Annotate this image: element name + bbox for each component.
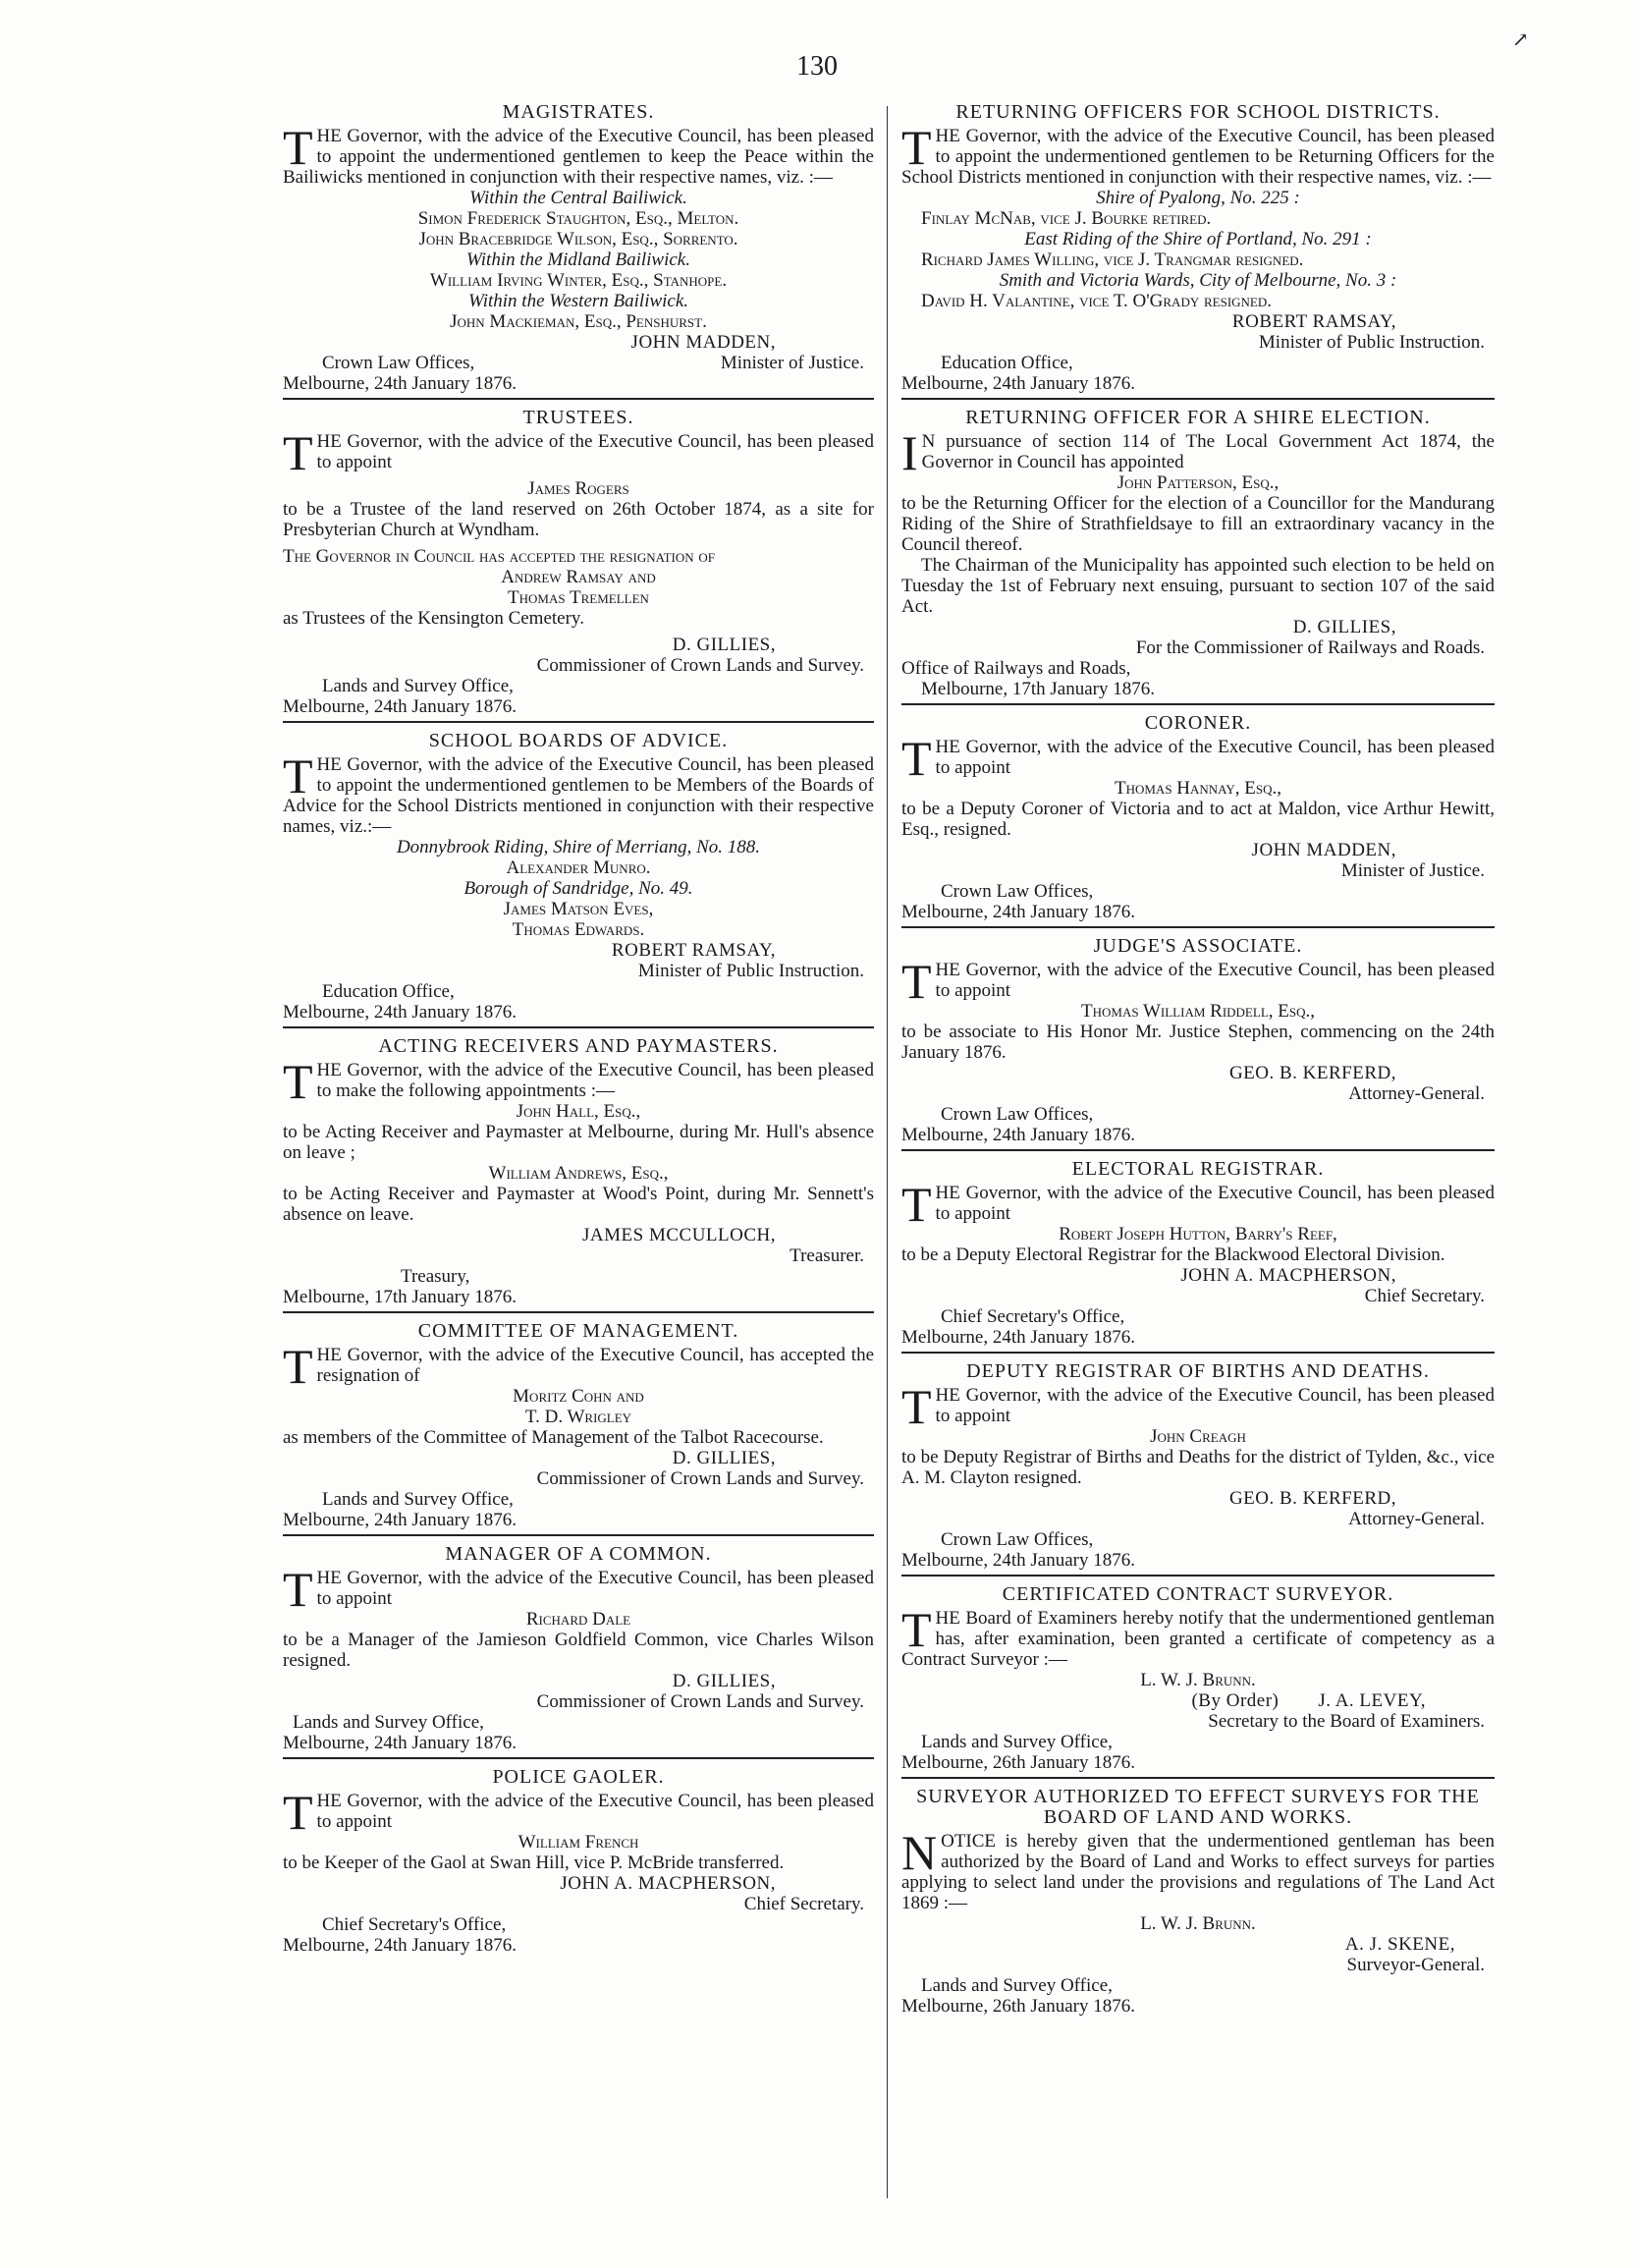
issue-date: Melbourne, 24th January 1876. [283, 696, 517, 717]
district-title: Borough of Sandridge, No. 49. [463, 878, 693, 899]
appointee-name: James Matson Eves, [503, 899, 654, 919]
signer-title: Commissioner of Crown Lands and Survey. [536, 1691, 864, 1712]
notice-text: The Chairman of the Municipality has appointed such election to be held on Tuesday the 1st of February next ensuing, pursuant to section 107 of the said Act. [901, 555, 1495, 617]
bailiwick-title: Within the Central Bailiwick. [469, 188, 687, 208]
issuing-office: Lands and Survey Office, [921, 1732, 1113, 1752]
notice-intro: HE Board of Examiners hereby notify that the undermentioned gentleman has, after examination, been granted a certificate of competency as a Contract Surveyor :— [901, 1608, 1495, 1670]
signer-name: GEO. B. KERFERD, [1228, 1488, 1396, 1509]
notice-heading: RETURNING OFFICERS FOR SCHOOL DISTRICTS. [955, 101, 1441, 123]
by-order: (By Order) [1191, 1690, 1280, 1711]
notice-heading: MANAGER OF A COMMON. [445, 1543, 712, 1565]
issue-date: Melbourne, 26th January 1876. [901, 1752, 1135, 1773]
issue-date: Melbourne, 24th January 1876. [901, 1550, 1135, 1571]
notice-electoral-registrar [901, 1159, 1495, 1354]
appointee-name: William French [517, 1832, 639, 1853]
notice-intro: HE Governor, with the advice of the Executive Council, has been pleased to appoint [316, 1791, 874, 1832]
notice-text: to be Acting Receiver and Paymaster at Wood's Point, during Mr. Sennett's absence on leave. [283, 1184, 874, 1225]
notice-returning-officers-school [901, 102, 1495, 400]
notice-text: to be associate to His Honor Mr. Justice Stephen, commencing on the 24th January 1876. [901, 1022, 1495, 1063]
signer-name: JOHN MADDEN, [630, 332, 776, 353]
notice-heading: RETURNING OFFICER FOR A SHIRE ELECTION. [965, 407, 1431, 428]
appointee-name: David H. Valantine, vice T. O'Grady resigned. [921, 291, 1273, 311]
notice-text: The Governor in Council has accepted the resignation of [283, 546, 715, 567]
issue-date: Melbourne, 24th January 1876. [901, 373, 1135, 394]
notice-text: to be a Manager of the Jamieson Goldfield Common, vice Charles Wilson resigned. [283, 1630, 874, 1671]
drop-cap: T [283, 1785, 313, 1840]
notice-heading: MAGISTRATES. [502, 101, 655, 123]
appointee-name: Richard James Willing, vice J. Trangmar resigned. [921, 249, 1304, 270]
issuing-office: Lands and Survey Office, [921, 1975, 1113, 1996]
appointee-name: Thomas William Riddell, Esq., [1081, 1001, 1315, 1022]
drop-cap: T [901, 120, 932, 175]
signer-title: Minister of Public Instruction. [637, 961, 864, 981]
notice-text: to be the Returning Officer for the election of a Councillor for the Mandurang Riding of the Shire of Strathfieldsaye to fill an extraordinary vacancy in the Council thereof. [901, 493, 1495, 555]
notice-intro: HE Governor, with the advice of the Executive Council, has been pleased to make the following appointments :— [316, 1060, 874, 1101]
signer-title: For the Commissioner of Railways and Roads. [1135, 637, 1485, 658]
signer-title: Minister of Public Instruction. [1258, 332, 1485, 353]
signer-title: Minister of Justice. [720, 353, 864, 373]
issuing-office: Treasury, [401, 1266, 470, 1287]
column-rule [887, 106, 888, 2198]
notice-heading: JUDGE'S ASSOCIATE. [1093, 935, 1303, 957]
issue-date: Melbourne, 24th January 1876. [283, 1935, 517, 1956]
notice-text: to be Acting Receiver and Paymaster at Melbourne, during Mr. Hull's absence on leave ; [283, 1122, 874, 1163]
signer-title: Minister of Justice. [1340, 860, 1485, 881]
drop-cap: T [901, 1177, 932, 1232]
notice-heading: DEPUTY REGISTRAR OF BIRTHS AND DEATHS. [966, 1360, 1430, 1382]
notice-text: as Trustees of the Kensington Cemetery. [283, 608, 584, 629]
notice-heading: TRUSTEES. [522, 407, 634, 428]
appointee-name: John Bracebridge Wilson, Esq., Sorrento. [418, 229, 738, 249]
signer-title: Secretary to the Board of Examiners. [1208, 1711, 1485, 1732]
signer-title: Surveyor-General. [1346, 1955, 1485, 1975]
drop-cap: T [283, 1339, 313, 1394]
notice-judges-associate [901, 936, 1495, 1151]
appointee-name: John Patterson, Esq., [1117, 472, 1280, 493]
drop-cap: T [283, 1562, 313, 1617]
issue-date: Melbourne, 17th January 1876. [283, 1287, 517, 1307]
drop-cap: T [901, 1602, 932, 1657]
notice-intro: HE Governor, with the advice of the Executive Council, has accepted the resignation of [316, 1345, 874, 1386]
appointee-name: Thomas Tremellen [508, 587, 649, 608]
notice-acting-receivers [283, 1036, 874, 1313]
issue-date: Melbourne, 24th January 1876. [283, 1733, 517, 1753]
notice-heading: ELECTORAL REGISTRAR. [1071, 1158, 1325, 1180]
issue-date: Melbourne, 24th January 1876. [283, 373, 517, 394]
signer-name: JOHN MADDEN, [1251, 840, 1396, 860]
notice-intro: HE Governor, with the advice of the Executive Council, has been pleased to appoint [935, 1385, 1495, 1426]
notice-heading: POLICE GAOLER. [492, 1766, 665, 1788]
appointee-name: L. W. J. Brunn. [1140, 1670, 1256, 1690]
notice-intro: HE Governor, with the advice of the Executive Council, has been pleased to appoint [935, 737, 1495, 778]
notice-heading: SURVEYOR AUTHORIZED TO EFFECT SURVEYS FOR THE BOARD OF LAND AND WORKS. [916, 1786, 1480, 1828]
left-column [283, 98, 874, 1960]
bailiwick-title: Within the Western Bailiwick. [467, 291, 689, 311]
page-number: 130 [796, 51, 838, 82]
appointee-name: T. D. Wrigley [524, 1407, 632, 1427]
appointee-name: William Irving Winter, Esq., Stanhope. [429, 270, 728, 291]
signer-title: Commissioner of Crown Lands and Survey. [536, 655, 864, 676]
district-title: Smith and Victoria Wards, City of Melbourne, No. 3 : [999, 270, 1397, 291]
signer-name: JOHN A. MACPHERSON, [560, 1873, 776, 1894]
signer-name: D. GILLIES, [672, 635, 776, 655]
appointee-name: John Creagh [1150, 1426, 1246, 1447]
appointee-name: Alexander Munro. [506, 857, 651, 878]
drop-cap: T [283, 748, 313, 803]
notice-heading: COMMITTEE OF MANAGEMENT. [417, 1320, 739, 1342]
issuing-office: Crown Law Offices, [941, 1104, 1094, 1125]
notice-intro: HE Governor, with the advice of the Executive Council, has been pleased to appoint the undermentioned gentlemen to keep the Peace within the Bailiwicks mentioned in conjunction with their respective names, viz. :— [283, 126, 874, 188]
notice-text: to be a Deputy Coroner of Victoria and to act at Maldon, vice Arthur Hewitt, Esq., resigned. [901, 799, 1495, 840]
notice-heading: CORONER. [1144, 712, 1252, 734]
signer-title: Attorney-General. [1348, 1083, 1485, 1104]
appointee-name: Simon Frederick Staughton, Esq., Melton. [417, 208, 739, 229]
corner-mark: ↗ [1512, 29, 1529, 51]
notice-returning-officer-shire [901, 408, 1495, 705]
appointee-name: Thomas Edwards. [512, 919, 645, 940]
signer-name: D. GILLIES, [672, 1448, 776, 1468]
issuing-office: Lands and Survey Office, [322, 1489, 514, 1510]
appointee-name: Robert Joseph Hutton, Barry's Reef, [1059, 1224, 1337, 1245]
bailiwick-title: Within the Midland Bailiwick. [466, 249, 690, 270]
notice-text: to be a Deputy Electoral Registrar for the Blackwood Electoral Division. [901, 1245, 1445, 1265]
right-column [901, 98, 1495, 2020]
notice-heading: ACTING RECEIVERS AND PAYMASTERS. [378, 1035, 779, 1057]
notice-intro: HE Governor, with the advice of the Executive Council, has been pleased to appoint the undermentioned gentlemen to be Returning Officers for the School Districts mentioned in conjunction with their respective names, viz. :— [901, 126, 1495, 188]
appointee-name: Richard Dale [525, 1609, 631, 1630]
issuing-office: Lands and Survey Office, [322, 676, 514, 696]
issue-date: Melbourne, 17th January 1876. [921, 679, 1155, 699]
signer-name: D. GILLIES, [672, 1671, 776, 1691]
notice-committee [283, 1321, 874, 1536]
notice-text: as members of the Committee of Management of the Talbot Racecourse. [283, 1427, 824, 1448]
drop-cap: T [901, 731, 932, 786]
notice-text: to be Deputy Registrar of Births and Deaths for the district of Tylden, &c., vice A. M. Clayton resigned. [901, 1447, 1495, 1488]
notice-surveyor-authorized [901, 1787, 1495, 2020]
notice-magistrates [283, 102, 874, 400]
notice-text: to be Keeper of the Gaol at Swan Hill, vice P. McBride transferred. [283, 1853, 785, 1873]
issuing-office: Chief Secretary's Office, [322, 1914, 507, 1935]
notice-coroner [901, 713, 1495, 928]
signer-title: Commissioner of Crown Lands and Survey. [536, 1468, 864, 1489]
signer-name: A. J. SKENE, [1344, 1934, 1455, 1955]
appointee-name: Andrew Ramsay and [501, 567, 656, 587]
drop-cap: T [901, 1379, 932, 1434]
signer-name: JAMES MCCULLOCH, [582, 1225, 776, 1245]
signer-title: Attorney-General. [1348, 1509, 1485, 1529]
drop-cap: T [901, 954, 932, 1009]
drop-cap: T [283, 120, 313, 175]
notice-manager-common [283, 1544, 874, 1759]
signer-name: ROBERT RAMSAY, [611, 940, 776, 961]
issuing-office: Crown Law Offices, [941, 881, 1094, 902]
district-title: East Riding of the Shire of Portland, No. 291 : [1024, 229, 1372, 249]
district-title: Shire of Pyalong, No. 225 : [1096, 188, 1300, 208]
notice-intro: OTICE is hereby given that the undermentioned gentleman has been authorized by the Board of Land and Works to effect surveys for parties applying to select land under the provisions and regulations of The Land Act 1869 :— [901, 1831, 1495, 1913]
issuing-office: Chief Secretary's Office, [941, 1306, 1125, 1327]
appointee-name: John Mackieman, Esq., Penshurst. [450, 311, 707, 332]
notice-heading: SCHOOL BOARDS OF ADVICE. [428, 730, 729, 751]
notice-trustees [283, 408, 874, 723]
issuing-office: Lands and Survey Office, [293, 1712, 484, 1733]
issue-date: Melbourne, 24th January 1876. [283, 1510, 517, 1530]
notice-intro: HE Governor, with the advice of the Executive Council, has been pleased to appoint [316, 1568, 874, 1609]
notice-text: to be a Trustee of the land reserved on 26th October 1874, as a site for Presbyterian Church at Wyndham. [283, 499, 874, 540]
appointee-name: John Hall, Esq., [516, 1101, 641, 1122]
notice-deputy-registrar [901, 1361, 1495, 1577]
appointee-name: Thomas Hannay, Esq., [1114, 778, 1281, 799]
drop-cap: I [901, 425, 918, 480]
issuing-office: Crown Law Offices, [941, 1529, 1094, 1550]
issuing-office: Office of Railways and Roads, [901, 658, 1131, 679]
notice-intro: HE Governor, with the advice of the Executive Council, has been pleased to appoint [316, 431, 874, 472]
appointee-name: L. W. J. Brunn. [1140, 1913, 1256, 1934]
notice-heading: CERTIFICATED CONTRACT SURVEYOR. [1002, 1583, 1394, 1605]
signer-name: ROBERT RAMSAY, [1231, 311, 1396, 332]
drop-cap: T [283, 1054, 313, 1109]
issue-date: Melbourne, 24th January 1876. [283, 1002, 517, 1023]
signer-name: D. GILLIES, [1292, 617, 1396, 637]
issue-date: Melbourne, 24th January 1876. [901, 1327, 1135, 1348]
district-title: Donnybrook Riding, Shire of Merriang, No. 188. [396, 837, 761, 857]
appointee-name: William Andrews, Esq., [488, 1163, 669, 1184]
notice-intro: HE Governor, with the advice of the Executive Council, has been pleased to appoint the undermentioned gentlemen to be Members of the Boards of Advice for the School Districts mentioned in conjunction with their respective names, viz.:— [283, 754, 874, 837]
notice-intro: HE Governor, with the advice of the Executive Council, has been pleased to appoint [935, 1183, 1495, 1224]
appointee-name: James Rogers [527, 478, 629, 499]
issue-date: Melbourne, 24th January 1876. [901, 902, 1135, 922]
notice-intro: HE Governor, with the advice of the Executive Council, has been pleased to appoint [935, 960, 1495, 1001]
signer-title: Chief Secretary. [1364, 1286, 1485, 1306]
notice-contract-surveyor [901, 1584, 1495, 1779]
issuing-office: Education Office, [322, 981, 455, 1002]
issuing-office: Education Office, [941, 353, 1073, 373]
notice-school-boards [283, 731, 874, 1028]
drop-cap: N [901, 1825, 938, 1880]
issue-date: Melbourne, 24th January 1876. [901, 1125, 1135, 1145]
notice-intro: N pursuance of section 114 of The Local Government Act 1874, the Governor in Council has appointed [921, 431, 1495, 472]
issue-date: Melbourne, 26th January 1876. [901, 1996, 1135, 2017]
signer-name: GEO. B. KERFERD, [1228, 1063, 1396, 1083]
drop-cap: T [283, 425, 313, 480]
appointee-name: Moritz Cohn and [513, 1386, 644, 1407]
signer-title: Chief Secretary. [743, 1894, 864, 1914]
appointee-name: Finlay McNab, vice J. Bourke retired. [921, 208, 1212, 229]
signer-name: J. A. LEVEY, [1318, 1690, 1426, 1711]
notice-police-gaoler [283, 1767, 874, 1960]
signer-name: JOHN A. MACPHERSON, [1180, 1265, 1396, 1286]
signer-title: Treasurer. [790, 1245, 864, 1266]
issuing-office: Crown Law Offices, [322, 353, 475, 373]
